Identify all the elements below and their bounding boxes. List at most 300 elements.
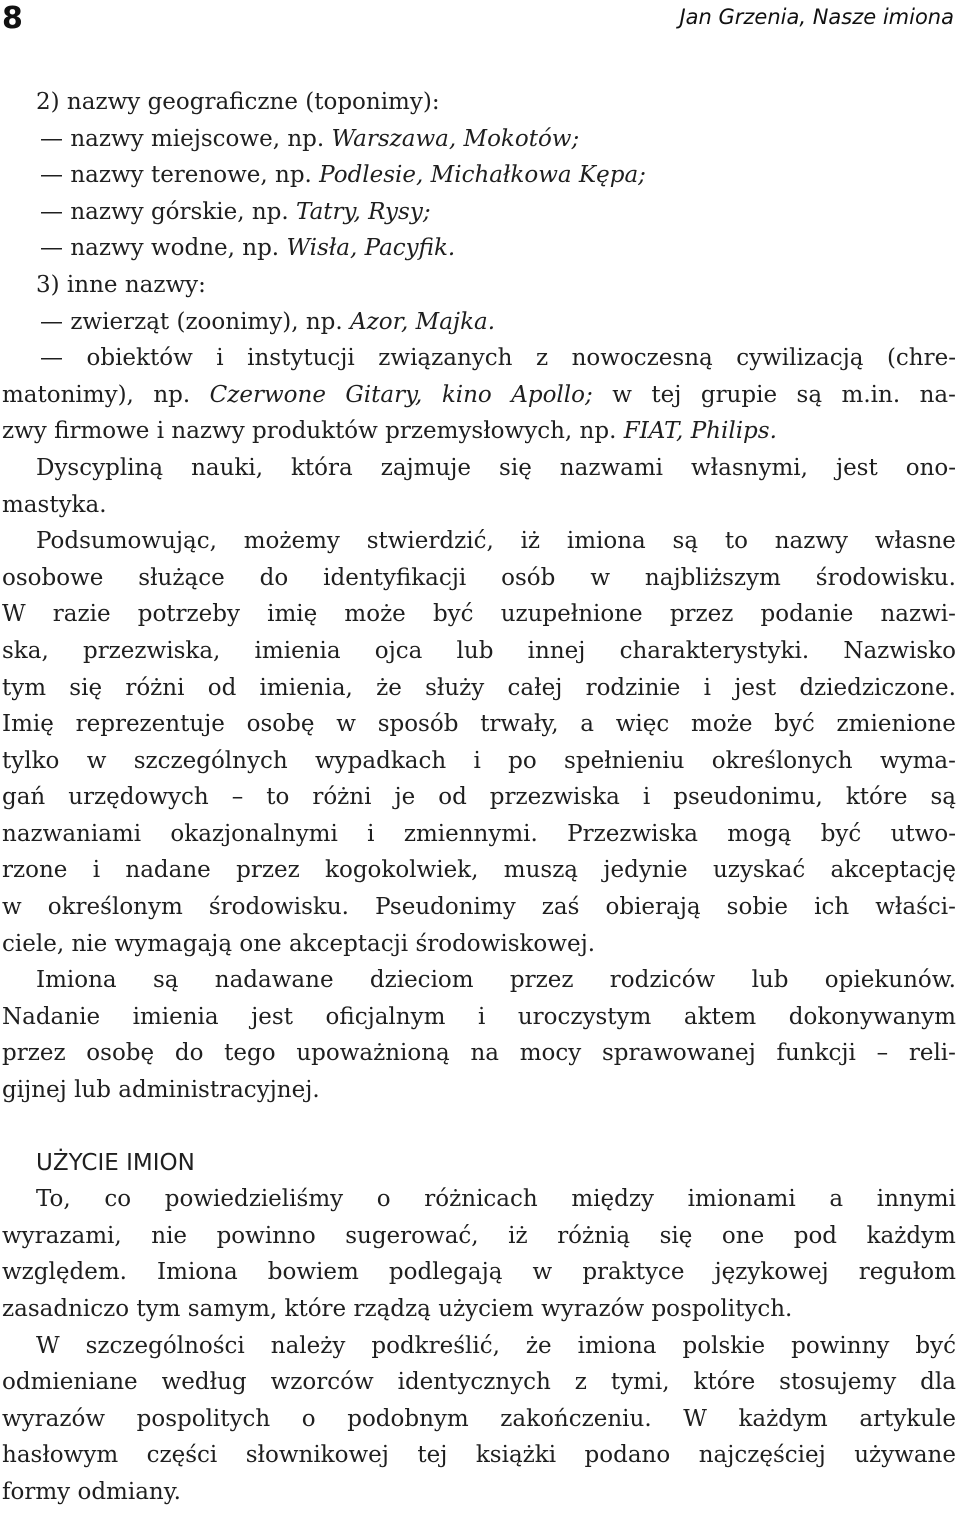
word: — (40, 162, 71, 189)
word: które (284, 1296, 354, 1322)
word: odmiany. (77, 1478, 181, 1505)
word: ojca (374, 637, 423, 664)
word: określonym (47, 894, 183, 921)
word: górskie, (150, 198, 252, 225)
word: powinno (216, 1222, 316, 1249)
word: formy (2, 1478, 78, 1505)
word: które (693, 1369, 756, 1396)
word: nazwy (70, 162, 151, 189)
text-line (2, 1328, 956, 1365)
word: IMION (126, 1149, 195, 1176)
section-heading (2, 1145, 956, 1182)
word: pod (793, 1222, 838, 1249)
word: Warszawa, (331, 125, 464, 152)
word: produktów (252, 418, 386, 445)
word: są (672, 528, 699, 555)
word: zmienione (836, 711, 956, 738)
word: są (152, 967, 179, 994)
word: stwierdzić, (366, 528, 494, 555)
word: np. (287, 125, 332, 152)
word: z (535, 345, 549, 372)
word: oficjalnym (325, 1003, 446, 1030)
word: utwo- (890, 820, 956, 847)
word: i (216, 345, 224, 372)
word: które (845, 784, 908, 811)
word: lub (74, 1077, 119, 1104)
word: przez (669, 601, 734, 628)
word: inne (66, 271, 125, 298)
word: jest (734, 674, 777, 701)
word: przez (2, 1040, 66, 1067)
text-line (2, 889, 956, 926)
word: Rysy; (368, 198, 431, 225)
word: instytucji (247, 345, 355, 372)
word: ciele, (2, 930, 72, 957)
text-line (2, 1181, 956, 1218)
word: na- (919, 381, 956, 408)
word: co (104, 1186, 132, 1213)
word: wypadkach (314, 747, 447, 774)
word: nazwami (559, 454, 664, 481)
word: Nadanie (2, 1003, 101, 1030)
word: osób (501, 564, 556, 591)
word: zmiennymi. (403, 820, 538, 847)
word: zakończeniu. (500, 1405, 652, 1432)
word: jest (835, 454, 878, 481)
word: każdym (866, 1222, 956, 1249)
body-text (2, 84, 956, 1511)
word: praktyce (582, 1259, 685, 1286)
word: nazwy (70, 125, 151, 152)
word: różnicach (424, 1186, 538, 1213)
text-line (2, 84, 956, 121)
word: tej (651, 381, 682, 408)
word: od (207, 674, 237, 701)
text-line (2, 267, 956, 304)
word: ska, (2, 637, 49, 664)
word: Pacyfik. (364, 235, 456, 262)
word: tego (224, 1040, 276, 1067)
word: używane (854, 1442, 956, 1469)
word: imię (267, 601, 318, 628)
text-line (2, 194, 956, 231)
word: Podsumowując, (36, 528, 217, 555)
word: służy (425, 674, 485, 701)
word: gań (2, 784, 46, 811)
word: językowej (714, 1259, 829, 1286)
text-line (2, 304, 956, 341)
word: administracyjnej. (118, 1077, 320, 1104)
word: pospolitych. (651, 1296, 793, 1322)
text-line (2, 450, 956, 487)
word: podano (584, 1442, 671, 1469)
word: podkreślić, (371, 1332, 500, 1359)
word: Mokotów; (463, 125, 580, 152)
word: akceptację (830, 857, 956, 884)
word: więc (615, 711, 670, 738)
word: wyrazów (2, 1405, 106, 1432)
word: tym (136, 1296, 188, 1322)
word: sugerować, (345, 1222, 479, 1249)
text-line (2, 157, 956, 194)
word: ich (814, 894, 850, 921)
word: trwały, (480, 711, 559, 738)
word: różni (312, 784, 372, 811)
word: własne (874, 528, 956, 555)
word: — (40, 308, 71, 335)
word: szczególnych (133, 747, 288, 774)
word: służące (138, 564, 225, 591)
word: Wisła, (286, 235, 365, 262)
word: geograficzne (147, 89, 306, 115)
word: nadane (125, 857, 211, 884)
word: w (336, 711, 356, 738)
text-line (2, 926, 956, 963)
word: obiektów (86, 345, 193, 372)
word: okazjonalnymi (170, 820, 338, 847)
word: przezwiska (489, 784, 620, 811)
text-line (2, 1218, 956, 1255)
word: W (2, 601, 26, 628)
word: w (590, 564, 610, 591)
word: — (40, 198, 71, 225)
word: m.in. (841, 381, 901, 408)
text-line (2, 816, 956, 853)
text-line (2, 706, 956, 743)
word: jest (251, 1003, 293, 1030)
word: podobnym (347, 1405, 469, 1432)
text-line (2, 962, 956, 999)
word: nauki, (191, 454, 264, 481)
text-line (2, 779, 956, 816)
word: podlegają (388, 1259, 503, 1286)
word: zwierząt (70, 308, 177, 335)
word: To, (36, 1186, 71, 1213)
word: wyrazów (541, 1296, 652, 1322)
word: się (659, 1222, 693, 1249)
text-line (2, 413, 956, 450)
word: wyrazami, (2, 1222, 122, 1249)
word: przemysłowych, (385, 418, 580, 445)
word: do (259, 564, 289, 591)
word: mogą (727, 820, 792, 847)
text-line (2, 523, 956, 560)
word: opiekunów. (824, 967, 956, 994)
word: powinny (791, 1332, 890, 1359)
text-line (2, 670, 956, 707)
word: się (499, 454, 532, 481)
word: charakterystyki. (619, 637, 810, 664)
word: szczególności (85, 1332, 245, 1359)
word: aktem (683, 1003, 757, 1030)
word: np. (251, 198, 297, 225)
word: dziedziczone. (799, 674, 956, 701)
word: to (724, 528, 748, 555)
word: nazwy: (124, 271, 206, 298)
word: grupie (700, 381, 778, 408)
word: zajmuje (380, 454, 472, 481)
text-line (2, 1291, 956, 1328)
word: Majka. (415, 308, 496, 335)
word: środowisku. (208, 894, 349, 921)
word: imiona (577, 1332, 657, 1359)
word: nie (151, 1222, 188, 1249)
word: Azor, (350, 308, 416, 335)
word: nazwaniami (2, 820, 142, 847)
word: kino (441, 381, 492, 408)
word: o (301, 1405, 316, 1432)
word: regułom (858, 1259, 956, 1286)
word: imionami (687, 1186, 796, 1213)
word: a (829, 1186, 844, 1213)
word: mastyka. (2, 491, 107, 518)
word: W (36, 1332, 60, 1359)
word: w (2, 894, 22, 921)
word: miejscowe, (150, 125, 288, 152)
word: np. (153, 381, 191, 408)
word: która (291, 454, 353, 481)
word: być (820, 820, 862, 847)
word: nie (71, 930, 115, 957)
word: Imiona (36, 967, 117, 994)
word: funkcji (776, 1040, 856, 1067)
text-line (2, 1437, 956, 1474)
word: Przezwiska (567, 820, 698, 847)
text-line (2, 743, 956, 780)
word: imiona (566, 528, 646, 555)
word: jedynie (603, 857, 688, 884)
word: że (376, 674, 402, 701)
word: Nazwisko (843, 637, 956, 664)
word: Apollo; (511, 381, 593, 408)
word: że (525, 1332, 552, 1359)
word: obierają (605, 894, 701, 921)
word: należy (270, 1332, 346, 1359)
word: nazwy (171, 418, 253, 445)
text-line (2, 1364, 956, 1401)
word: się (69, 674, 103, 701)
page-header (0, 0, 960, 40)
word: stosujemy (779, 1369, 897, 1396)
word: być (432, 601, 474, 628)
word: zaś (541, 894, 580, 921)
text-line (2, 487, 956, 524)
word: zwy (2, 418, 55, 445)
word: użyciem (438, 1296, 542, 1322)
word: powiedzieliśmy (164, 1186, 344, 1213)
word: np. (275, 162, 320, 189)
text-line (2, 999, 956, 1036)
word: iż (508, 1222, 528, 1249)
word: być (774, 711, 815, 738)
word: nazwi- (880, 601, 956, 628)
word: zasadniczo (2, 1296, 137, 1322)
text-line (2, 1254, 956, 1291)
word: — (40, 125, 71, 152)
text-line (2, 596, 956, 633)
word: Imiona (157, 1259, 238, 1286)
word: do (174, 1040, 204, 1067)
word: lub (456, 637, 494, 664)
word: gijnej (2, 1077, 75, 1104)
word: według (161, 1369, 247, 1396)
word: są (796, 381, 823, 408)
word: kogokolwiek, (325, 857, 479, 884)
word: urzędowych (68, 784, 209, 811)
word: Podlesie, (319, 162, 431, 189)
text-line (2, 1035, 956, 1072)
text-line (2, 1474, 956, 1511)
word: spełnieniu (564, 747, 685, 774)
word: samym, (187, 1296, 285, 1322)
word: w (86, 747, 107, 774)
word: Czerwone (209, 381, 326, 408)
word: identyfikacji (323, 564, 467, 591)
word: — (40, 345, 63, 372)
word: wyma- (879, 747, 956, 774)
word: polskie (682, 1332, 766, 1359)
word: je (394, 784, 416, 811)
word: innymi (876, 1186, 956, 1213)
word: – (231, 784, 244, 811)
word: różnią (557, 1222, 631, 1249)
word: Michałkowa (430, 162, 579, 189)
word: w (532, 1259, 553, 1286)
word: cywilizacją (736, 345, 864, 372)
word: osobowe (2, 564, 104, 591)
word: słownikowej (245, 1442, 389, 1469)
word: nowoczesną (571, 345, 713, 372)
word: UŻYCIE (36, 1149, 127, 1176)
word: osobę (86, 1040, 155, 1067)
word: części (146, 1442, 218, 1469)
word: i (367, 820, 375, 847)
word: tym (2, 674, 47, 701)
word: i (92, 857, 101, 884)
word: matonimy), (2, 381, 134, 408)
word: dla (920, 1369, 956, 1396)
word: rzone (2, 857, 68, 884)
word: bowiem (267, 1259, 359, 1286)
word: rodzinie (585, 674, 681, 701)
word: i (473, 747, 481, 774)
word: najczęściej (698, 1442, 826, 1469)
page-number: 8 (2, 1, 23, 36)
word: Dyscypliną (36, 454, 164, 481)
word: związanych (378, 345, 513, 372)
word: Imię (2, 711, 54, 738)
word: określonych (711, 747, 853, 774)
word: np. (242, 235, 287, 262)
word: właści- (875, 894, 956, 921)
word: i (703, 674, 712, 701)
word: nazwy (774, 528, 849, 555)
word: nazwy (70, 198, 151, 225)
word: Gitary, (345, 381, 423, 408)
word: imienia (132, 1003, 219, 1030)
word: są (930, 784, 956, 811)
word: (chre- (886, 345, 956, 372)
word: — (40, 235, 71, 262)
word: – (876, 1040, 889, 1067)
word: o (376, 1186, 391, 1213)
word: Kępa; (578, 162, 646, 189)
word: osobę (246, 711, 315, 738)
word: upoważnioną (296, 1040, 450, 1067)
word: całej (507, 674, 563, 701)
word: pseudonimu, (673, 784, 823, 811)
word: dzieciom (369, 967, 474, 994)
word: odmieniane (2, 1369, 138, 1396)
word: Philips. (690, 418, 777, 445)
word: najbliższym (644, 564, 781, 591)
word: 3) (36, 271, 67, 298)
word: możemy (243, 528, 340, 555)
word: własnymi, (691, 454, 808, 481)
text-line (2, 852, 956, 889)
word: wodne, (150, 235, 243, 262)
word: hasłowym (2, 1442, 119, 1469)
word: środowisku. (815, 564, 956, 591)
word: reprezentuje (75, 711, 225, 738)
word: iż (520, 528, 541, 555)
word: nazwy (70, 235, 151, 262)
word: pospolitych (136, 1405, 271, 1432)
text-line (2, 1109, 956, 1145)
word: W (683, 1405, 707, 1432)
word: ono- (905, 454, 956, 481)
word: i (156, 418, 172, 445)
word: mocy (519, 1040, 582, 1067)
word: dokonywanym (788, 1003, 956, 1030)
word: reli- (908, 1040, 956, 1067)
word: sobie (726, 894, 789, 921)
word: 2) (36, 89, 67, 115)
text-line (2, 633, 956, 670)
word: każdym (738, 1405, 828, 1432)
word: od (438, 784, 467, 811)
word: może (691, 711, 753, 738)
word: muszą (503, 857, 579, 884)
word: rodziców (609, 967, 716, 994)
word: w (612, 381, 632, 408)
word: imienia (254, 637, 341, 664)
word: tylko (2, 747, 60, 774)
word: uzupełnione (500, 601, 643, 628)
word: innej (527, 637, 586, 664)
word: po (508, 747, 537, 774)
word: one (239, 930, 289, 957)
word: i (477, 1003, 486, 1030)
word: tej (417, 1442, 448, 1469)
word: i (642, 784, 651, 811)
word: przezwiska, (82, 637, 221, 664)
text-line (2, 377, 956, 414)
word: artykule (859, 1405, 956, 1432)
text-line (2, 1072, 956, 1109)
word: książki (475, 1442, 557, 1469)
word: względem. (2, 1259, 127, 1286)
word: imienia, (259, 674, 353, 701)
word: one (721, 1222, 765, 1249)
word: (zoonimy), (176, 308, 306, 335)
word: np. (579, 418, 624, 445)
text-line (2, 1401, 956, 1438)
text-line (2, 121, 956, 158)
word: nadawane (214, 967, 334, 994)
word: nazwy (66, 89, 148, 115)
word: wymagają (114, 930, 240, 957)
